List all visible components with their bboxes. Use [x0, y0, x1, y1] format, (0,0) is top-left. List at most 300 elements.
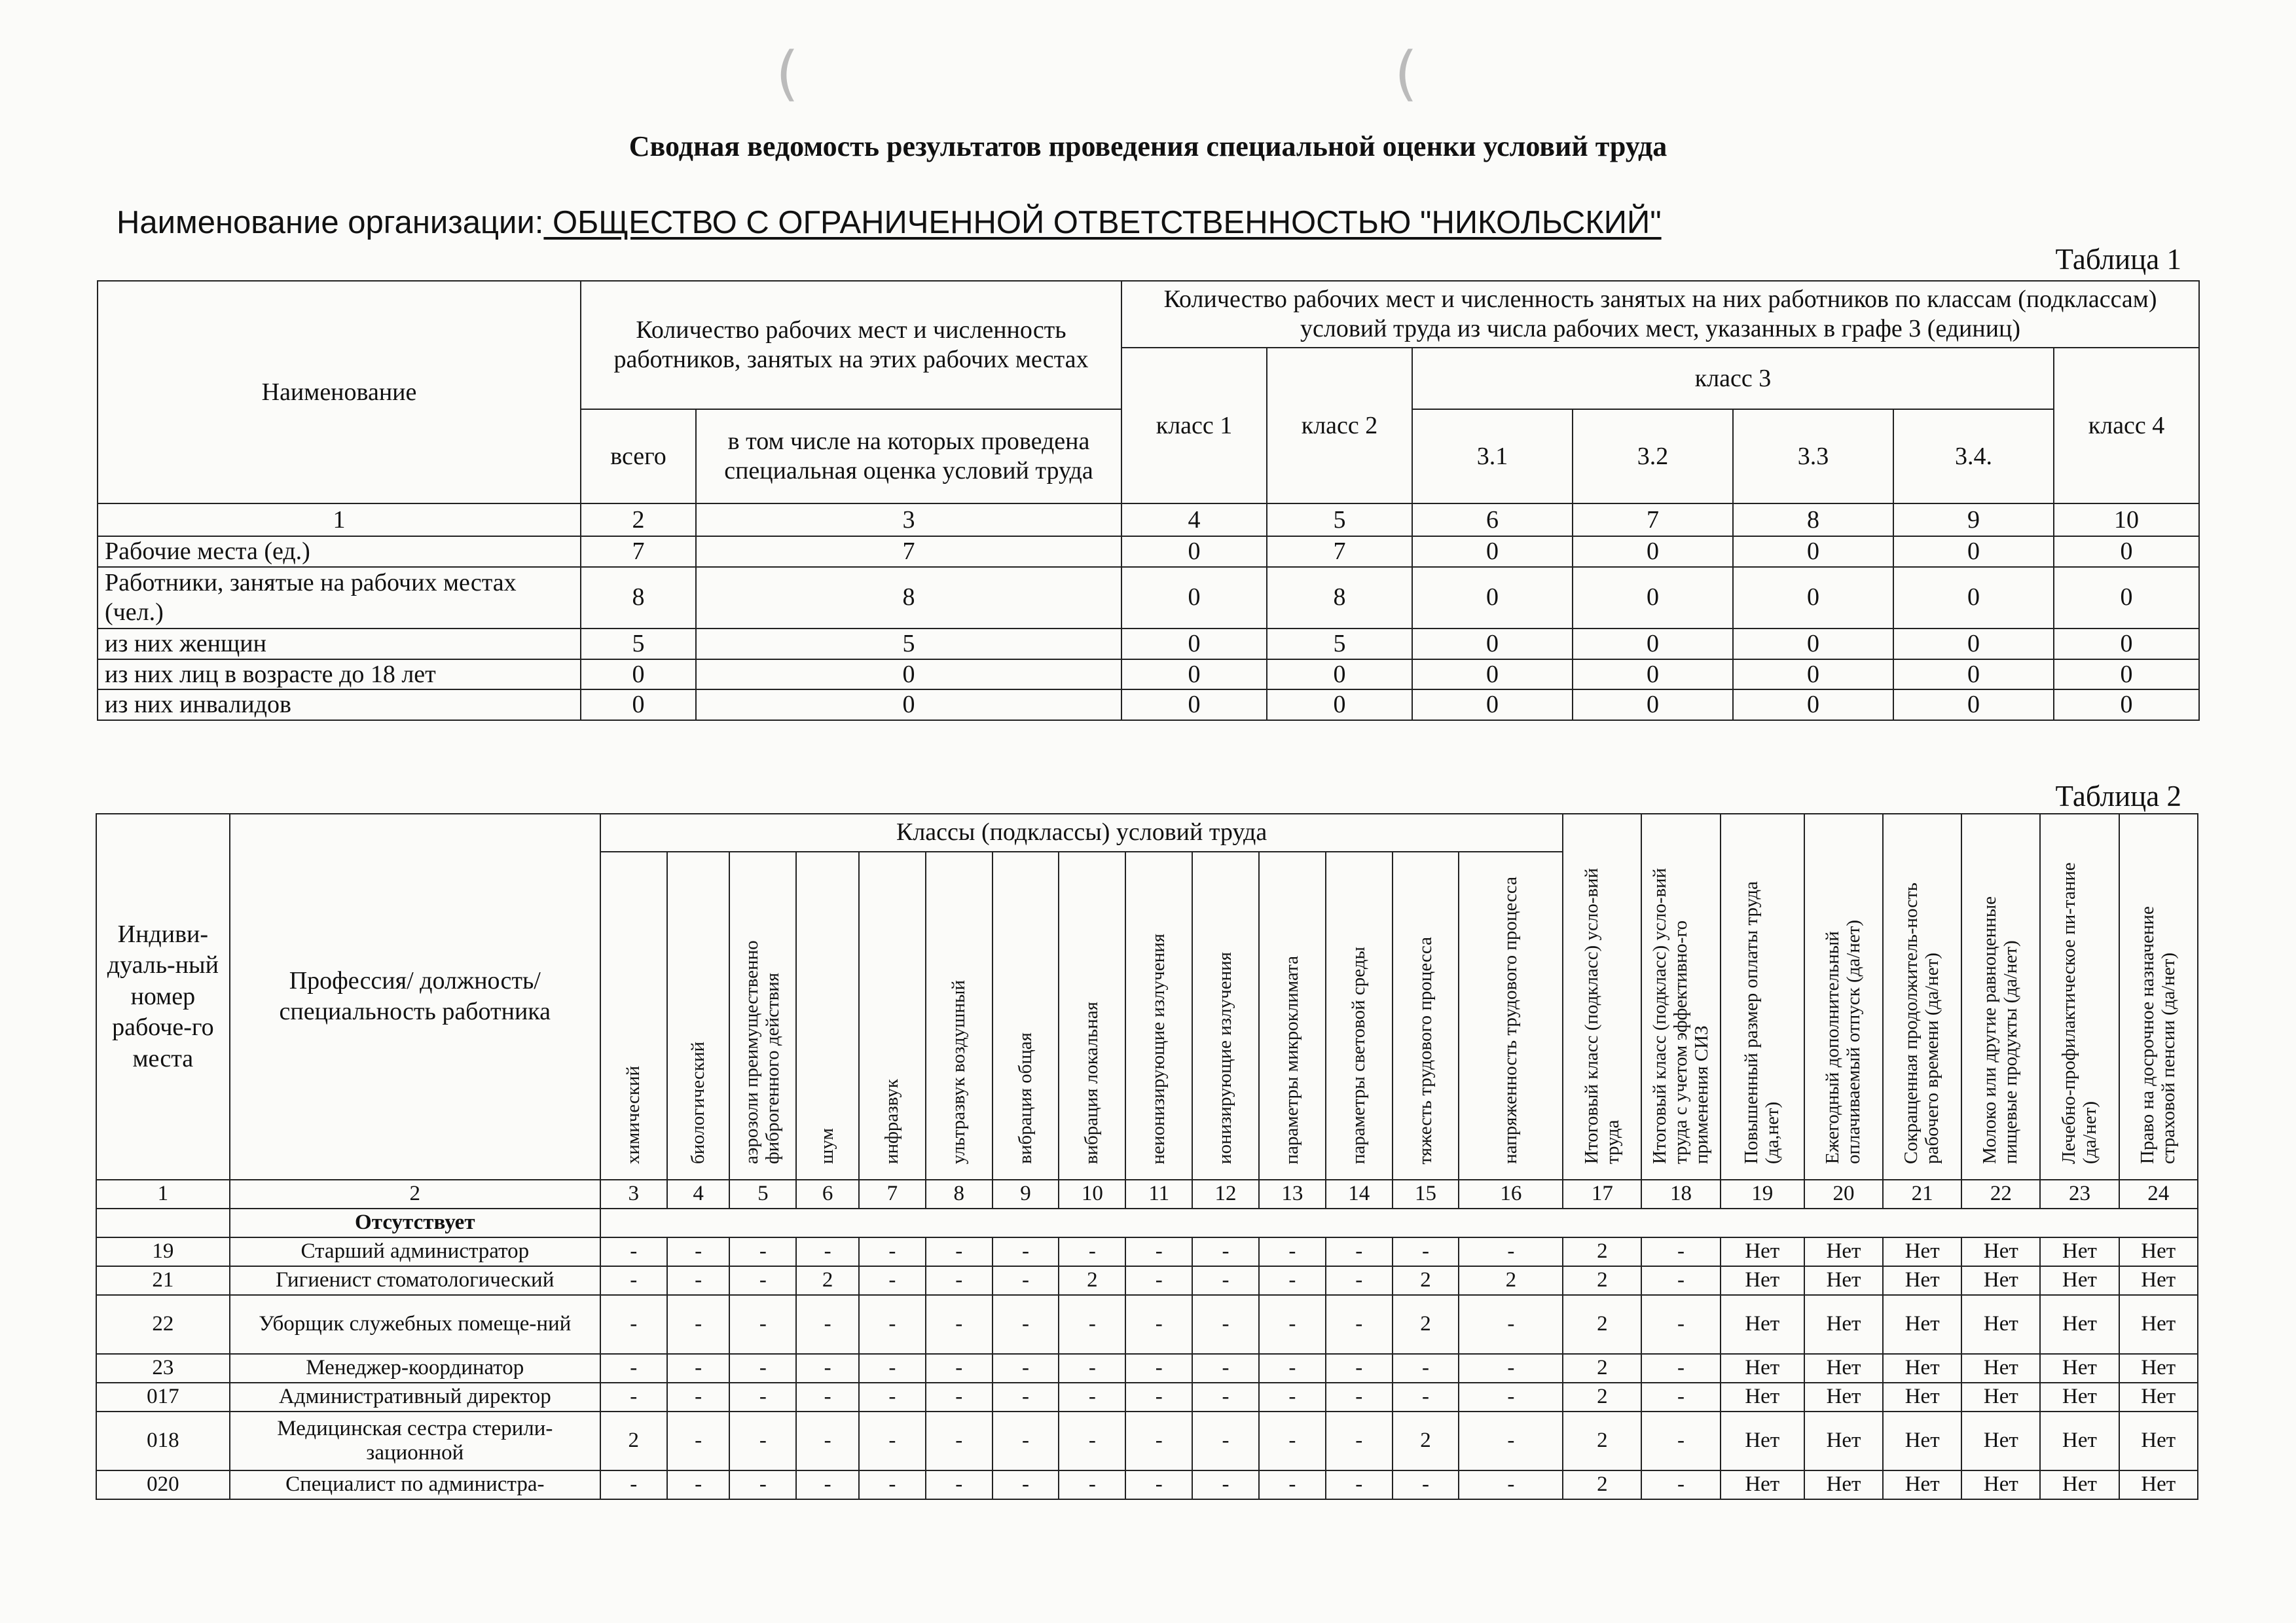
- t1-cell: 5: [696, 629, 1121, 659]
- t2-header-id: Индиви-дуаль-ный номер рабоче-го места: [96, 814, 230, 1180]
- t2-cell: -: [1259, 1383, 1326, 1412]
- t2-cell: -: [600, 1383, 667, 1412]
- t2-cell: -: [859, 1470, 926, 1499]
- t2-cell: -: [1326, 1237, 1393, 1266]
- t1-header-class3: класс 3: [1412, 348, 2054, 409]
- t1-row: [98, 689, 2199, 720]
- t2-cell: 2: [1563, 1266, 1641, 1295]
- t2-cell: -: [1641, 1295, 1720, 1354]
- t2-header-extra: Право на досрочное назначение страховой пенсии (да/нет): [2119, 814, 2198, 1180]
- t1-cell: 0: [1893, 567, 2054, 629]
- t2-cell: -: [1641, 1470, 1720, 1499]
- t2-cell: 2: [1563, 1295, 1641, 1354]
- t2-cell: Нет: [1804, 1266, 1883, 1295]
- t2-cell: -: [600, 1470, 667, 1499]
- t2-cell: -: [667, 1266, 730, 1295]
- t1-cell: 0: [2054, 659, 2199, 690]
- t2-header-factor: параметры микроклимата: [1259, 852, 1326, 1180]
- t2-profession: Специалист по администра-: [230, 1470, 600, 1499]
- t1-row: [98, 536, 2199, 567]
- t2-cell: -: [796, 1237, 859, 1266]
- col-number: 11: [1125, 1180, 1192, 1209]
- col-number: 16: [1459, 1180, 1563, 1209]
- t2-cell: -: [796, 1383, 859, 1412]
- table1-caption: Таблица 1: [2055, 243, 2181, 276]
- t2-cell: -: [600, 1354, 667, 1383]
- t2-cell: Нет: [1961, 1412, 2040, 1470]
- t2-cell: Нет: [2040, 1237, 2119, 1266]
- t2-cell: -: [926, 1470, 993, 1499]
- t1-header-group-a: Количество рабочих мест и численность работников, занятых на этих рабочих местах: [581, 281, 1121, 409]
- t1-cell: 0: [1573, 659, 1733, 690]
- t2-cell: -: [926, 1266, 993, 1295]
- t2-empty-cell: [96, 1209, 230, 1237]
- t2-cell: -: [1641, 1354, 1720, 1383]
- t2-cell: -: [1125, 1470, 1192, 1499]
- col-number: 10: [1059, 1180, 1125, 1209]
- t2-cell: Нет: [1804, 1412, 1883, 1470]
- col-number: 22: [1961, 1180, 2040, 1209]
- t1-cell: 0: [1121, 689, 1267, 720]
- t1-row-label: Рабочие места (ед.): [98, 536, 581, 567]
- t2-cell: -: [1125, 1295, 1192, 1354]
- t2-cell: -: [859, 1266, 926, 1295]
- t2-cell: Нет: [2119, 1237, 2198, 1266]
- t2-cell: -: [796, 1354, 859, 1383]
- t2-cell: Нет: [2119, 1470, 2198, 1499]
- t2-row: [96, 1470, 2198, 1499]
- t2-cell: -: [1125, 1266, 1192, 1295]
- col-number: 3: [600, 1180, 667, 1209]
- t2-cell: 2: [1059, 1266, 1125, 1295]
- t2-cell: -: [1326, 1470, 1393, 1499]
- t2-cell: Нет: [1804, 1470, 1883, 1499]
- organization-label: Наименование организации:: [117, 205, 544, 240]
- col-number: 3: [696, 503, 1121, 536]
- t2-column-numbers: [96, 1180, 2198, 1209]
- t2-header-factor: напряженность трудового процесса: [1459, 852, 1563, 1180]
- t2-cell: -: [1059, 1383, 1125, 1412]
- t2-cell: 2: [1563, 1237, 1641, 1266]
- col-number: 10: [2054, 503, 2199, 536]
- t2-cell: -: [729, 1383, 796, 1412]
- t2-cell: Нет: [2119, 1266, 2198, 1295]
- t2-cell: -: [1192, 1470, 1259, 1499]
- t1-cell: 0: [2054, 536, 2199, 567]
- t2-header-extra: Ежегодный дополнительный оплачиваемый отпуск (да/нет): [1804, 814, 1883, 1180]
- t2-row: [96, 1383, 2198, 1412]
- t1-cell: 0: [1893, 536, 2054, 567]
- t1-cell: 0: [1573, 536, 1733, 567]
- t1-cell: 7: [1267, 536, 1412, 567]
- t1-cell: 0: [2054, 567, 2199, 629]
- t1-cell: 0: [1412, 659, 1573, 690]
- t1-cell: 0: [1733, 689, 1893, 720]
- col-number: 1: [96, 1180, 230, 1209]
- t2-cell: Нет: [2119, 1295, 2198, 1354]
- t2-cell: -: [1059, 1412, 1125, 1470]
- t2-cell: Нет: [1721, 1237, 1804, 1266]
- t1-cell: 0: [2054, 629, 2199, 659]
- t1-cell: 0: [1412, 689, 1573, 720]
- t2-cell: -: [796, 1412, 859, 1470]
- t2-cell: -: [729, 1354, 796, 1383]
- t1-cell: 0: [1412, 629, 1573, 659]
- t2-cell: -: [1259, 1470, 1326, 1499]
- t1-cell: 0: [1573, 629, 1733, 659]
- t2-row: [96, 1354, 2198, 1383]
- t1-cell: 7: [581, 536, 696, 567]
- t2-header-factor: тяжесть трудового процесса: [1393, 852, 1459, 1180]
- t2-cell: -: [859, 1237, 926, 1266]
- t2-header-factor: ионизирующие излучения: [1192, 852, 1259, 1180]
- page-title: Сводная ведомость результатов проведения специальной оценки условий труда: [629, 130, 1667, 162]
- t2-workplace-id: 020: [96, 1470, 230, 1499]
- t2-cell: -: [1459, 1237, 1563, 1266]
- t2-cell: Нет: [1961, 1354, 2040, 1383]
- t2-cell: -: [926, 1354, 993, 1383]
- t2-cell: -: [1459, 1383, 1563, 1412]
- t2-cell: -: [926, 1237, 993, 1266]
- t2-row: [96, 1266, 2198, 1295]
- t2-header-factor: параметры световой среды: [1326, 852, 1393, 1180]
- t2-cell: -: [1059, 1295, 1125, 1354]
- col-number: 5: [729, 1180, 796, 1209]
- t2-cell: Нет: [1883, 1237, 1961, 1266]
- t2-cell: -: [1259, 1237, 1326, 1266]
- t2-cell: -: [1393, 1237, 1459, 1266]
- col-number: 7: [859, 1180, 926, 1209]
- col-number: 2: [230, 1180, 600, 1209]
- t2-cell: Нет: [1961, 1295, 2040, 1354]
- t1-header-assessed: в том числе на которых проведена специальная оценка условий труда: [696, 409, 1121, 503]
- t1-header-total: всего: [581, 409, 696, 503]
- t2-cell: Нет: [1883, 1295, 1961, 1354]
- col-number: 8: [926, 1180, 993, 1209]
- t1-header-name: Наименование: [98, 281, 581, 503]
- t2-profession: Административный директор: [230, 1383, 600, 1412]
- t2-cell: Нет: [1883, 1266, 1961, 1295]
- t1-cell: 0: [1121, 567, 1267, 629]
- t2-cell: 2: [1393, 1412, 1459, 1470]
- t2-cell: -: [1259, 1266, 1326, 1295]
- t2-workplace-id: 018: [96, 1412, 230, 1470]
- t2-cell: -: [1326, 1383, 1393, 1412]
- col-number: 13: [1259, 1180, 1326, 1209]
- t2-cell: Нет: [1961, 1266, 2040, 1295]
- t2-cell: -: [1259, 1295, 1326, 1354]
- col-number: 21: [1883, 1180, 1961, 1209]
- t2-cell: 2: [1563, 1354, 1641, 1383]
- t2-cell: -: [993, 1470, 1059, 1499]
- t2-workplace-id: 19: [96, 1237, 230, 1266]
- t1-cell: 0: [1121, 629, 1267, 659]
- t2-cell: -: [926, 1383, 993, 1412]
- t2-cell: -: [1641, 1266, 1720, 1295]
- t2-cell: -: [796, 1295, 859, 1354]
- t1-cell: 0: [1733, 659, 1893, 690]
- t2-cell: -: [859, 1295, 926, 1354]
- t2-cell: -: [1259, 1412, 1326, 1470]
- t2-header-extra: Сокращенная продолжитель-ность рабочего времени (да/нет): [1883, 814, 1961, 1180]
- col-number: 9: [1893, 503, 2054, 536]
- t2-cell: -: [926, 1295, 993, 1354]
- col-number: 20: [1804, 1180, 1883, 1209]
- t2-header-factor: неионизирующие излучения: [1125, 852, 1192, 1180]
- t1-cell: 0: [696, 659, 1121, 690]
- t2-cell: -: [667, 1412, 730, 1470]
- t2-cell: -: [993, 1266, 1059, 1295]
- t2-cell: -: [1459, 1470, 1563, 1499]
- t2-cell: -: [1641, 1383, 1720, 1412]
- t2-header-factor: ультразвук воздушный: [926, 852, 993, 1180]
- t2-cell: -: [1641, 1237, 1720, 1266]
- t2-cell: -: [600, 1295, 667, 1354]
- t2-cell: Нет: [1721, 1383, 1804, 1412]
- t2-cell: Нет: [2040, 1266, 2119, 1295]
- t1-header-sub33: 3.3: [1733, 409, 1893, 503]
- t2-cell: -: [859, 1412, 926, 1470]
- t2-cell: Нет: [2040, 1383, 2119, 1412]
- t2-cell: -: [1326, 1295, 1393, 1354]
- col-number: 7: [1573, 503, 1733, 536]
- t2-cell: Нет: [1961, 1237, 2040, 1266]
- t1-row-label: Работники, занятые на рабочих местах (чел.): [98, 567, 581, 629]
- t2-cell: 2: [1563, 1383, 1641, 1412]
- t1-cell: 0: [1733, 536, 1893, 567]
- t1-header-sub31: 3.1: [1412, 409, 1573, 503]
- t2-cell: Нет: [1804, 1354, 1883, 1383]
- t2-cell: -: [1125, 1412, 1192, 1470]
- t2-header-extra: Повышенный размер оплаты труда (да,нет): [1721, 814, 1804, 1180]
- t2-cell: Нет: [1883, 1383, 1961, 1412]
- t2-cell: -: [667, 1470, 730, 1499]
- t2-header-extra: Молоко или другие равноценные пищевые продукты (да/нет): [1961, 814, 2040, 1180]
- t2-cell: -: [729, 1266, 796, 1295]
- t2-profession: Менеджер-координатор: [230, 1354, 600, 1383]
- t2-header-factor: химический: [600, 852, 667, 1180]
- col-number: 24: [2119, 1180, 2198, 1209]
- col-number: 15: [1393, 1180, 1459, 1209]
- col-number: 1: [98, 503, 581, 536]
- t2-header-profession: Профессия/ должность/ специальность работника: [230, 814, 600, 1180]
- t1-cell: 8: [1267, 567, 1412, 629]
- t1-cell: 8: [696, 567, 1121, 629]
- t2-cell: 2: [1393, 1266, 1459, 1295]
- t2-cell: Нет: [2119, 1354, 2198, 1383]
- organization-name: ОБЩЕСТВО С ОГРАНИЧЕННОЙ ОТВЕТСТВЕННОСТЬЮ "НИКОЛЬСКИЙ": [543, 205, 1662, 240]
- t2-header-factor: вибрация локальная: [1059, 852, 1125, 1180]
- t2-cell: Нет: [1804, 1295, 1883, 1354]
- t2-header-factor: аэрозоли преимущественно фиброгенного действия: [729, 852, 796, 1180]
- col-number: 4: [667, 1180, 730, 1209]
- t2-cell: -: [859, 1354, 926, 1383]
- t2-cell: -: [859, 1383, 926, 1412]
- t2-cell: -: [1326, 1266, 1393, 1295]
- t2-cell: Нет: [2119, 1412, 2198, 1470]
- t2-cell: Нет: [2040, 1354, 2119, 1383]
- t2-cell: -: [1393, 1383, 1459, 1412]
- t2-empty-cell: [600, 1209, 2198, 1237]
- t1-cell: 0: [2054, 689, 2199, 720]
- t1-cell: 0: [1893, 629, 2054, 659]
- t1-cell: 7: [696, 536, 1121, 567]
- col-number: 2: [581, 503, 696, 536]
- workplaces-table: [96, 813, 2198, 1500]
- t2-cell: -: [1059, 1470, 1125, 1499]
- t2-cell: -: [993, 1295, 1059, 1354]
- t2-cell: -: [993, 1237, 1059, 1266]
- t1-row: [98, 567, 2199, 629]
- t2-cell: Нет: [1804, 1383, 1883, 1412]
- t2-cell: Нет: [1721, 1354, 1804, 1383]
- t2-header-factor: вибрация общая: [993, 852, 1059, 1180]
- t2-cell: -: [1059, 1354, 1125, 1383]
- t1-cell: 0: [1573, 567, 1733, 629]
- t2-cell: -: [1326, 1412, 1393, 1470]
- t2-profession: Медицинская сестра стерили-зационной: [230, 1412, 600, 1470]
- t1-cell: 0: [1267, 689, 1412, 720]
- t2-cell: -: [993, 1383, 1059, 1412]
- t2-cell: -: [667, 1295, 730, 1354]
- t2-cell: 2: [1393, 1295, 1459, 1354]
- col-number: 12: [1192, 1180, 1259, 1209]
- table2-caption: Таблица 2: [2055, 780, 2181, 812]
- t1-row-label: из них женщин: [98, 629, 581, 659]
- t2-row: [96, 1295, 2198, 1354]
- t1-cell: 0: [1573, 689, 1733, 720]
- t1-header-group-b: Количество рабочих мест и численность занятых на них работников по классам (подклассам) условий труда из числа рабочих мест, указанных в графе 3 (единиц): [1121, 281, 2199, 348]
- t2-cell: Нет: [1721, 1295, 1804, 1354]
- t1-cell: 0: [1893, 689, 2054, 720]
- t2-cell: -: [1459, 1412, 1563, 1470]
- t2-profession: Уборщик служебных помеще-ний: [230, 1295, 600, 1354]
- t2-cell: -: [729, 1470, 796, 1499]
- t2-cell: Нет: [2040, 1470, 2119, 1499]
- t1-cell: 0: [696, 689, 1121, 720]
- t2-header-final-class-siz: Итоговый класс (подкласс) усло-вий труда с учетом эффективно-го применения СИЗ: [1641, 814, 1720, 1180]
- t2-cell: -: [1192, 1354, 1259, 1383]
- t2-cell: -: [1125, 1354, 1192, 1383]
- t1-row-label: из них инвалидов: [98, 689, 581, 720]
- t2-cell: -: [1192, 1295, 1259, 1354]
- punch-hole-mark: (: [776, 39, 799, 108]
- t2-cell: -: [993, 1354, 1059, 1383]
- t2-workplace-id: 21: [96, 1266, 230, 1295]
- t2-header-final-class: Итоговый класс (подкласс) усло-вий труда: [1563, 814, 1641, 1180]
- t1-cell: 0: [1733, 567, 1893, 629]
- t2-cell: -: [1125, 1383, 1192, 1412]
- t1-cell: 0: [581, 659, 696, 690]
- t1-column-numbers: [98, 503, 2199, 536]
- col-number: 6: [796, 1180, 859, 1209]
- t2-absent-label: Отсутствует: [230, 1209, 600, 1237]
- t2-header-extra: Лечебно-профилактическое пи-тание (да/нет): [2040, 814, 2119, 1180]
- t2-cell: -: [1393, 1354, 1459, 1383]
- t2-cell: -: [600, 1237, 667, 1266]
- col-number: 17: [1563, 1180, 1641, 1209]
- t1-cell: 0: [1412, 567, 1573, 629]
- t2-header-factor: биологический: [667, 852, 730, 1180]
- t2-cell: -: [1326, 1354, 1393, 1383]
- col-number: 18: [1641, 1180, 1720, 1209]
- col-number: 6: [1412, 503, 1573, 536]
- t2-cell: Нет: [1721, 1412, 1804, 1470]
- t2-cell: -: [1125, 1237, 1192, 1266]
- t1-cell: 0: [1412, 536, 1573, 567]
- t2-profession: Гигиенист стоматологический: [230, 1266, 600, 1295]
- t1-header-sub34: 3.4.: [1893, 409, 2054, 503]
- t1-row: [98, 659, 2199, 690]
- col-number: 9: [993, 1180, 1059, 1209]
- t1-cell: 5: [581, 629, 696, 659]
- t2-row: [96, 1237, 2198, 1266]
- t2-cell: -: [1192, 1383, 1259, 1412]
- t1-header-class1: класс 1: [1121, 348, 1267, 503]
- t1-cell: 0: [1267, 659, 1412, 690]
- t2-cell: Нет: [1804, 1237, 1883, 1266]
- col-number: 5: [1267, 503, 1412, 536]
- t2-cell: -: [729, 1412, 796, 1470]
- t1-header-class2: класс 2: [1267, 348, 1412, 503]
- t2-cell: -: [1641, 1412, 1720, 1470]
- t2-cell: -: [993, 1412, 1059, 1470]
- t2-cell: 2: [796, 1266, 859, 1295]
- t2-cell: -: [1192, 1237, 1259, 1266]
- col-number: 23: [2040, 1180, 2119, 1209]
- t1-cell: 0: [1733, 629, 1893, 659]
- t2-cell: -: [600, 1266, 667, 1295]
- t1-header-sub32: 3.2: [1573, 409, 1733, 503]
- t2-cell: -: [1459, 1354, 1563, 1383]
- t1-cell: 8: [581, 567, 696, 629]
- t2-row: [96, 1412, 2198, 1470]
- col-number: 19: [1721, 1180, 1804, 1209]
- t2-profession: Старший администратор: [230, 1237, 600, 1266]
- t2-cell: -: [729, 1237, 796, 1266]
- t2-cell: -: [796, 1470, 859, 1499]
- col-number: 14: [1326, 1180, 1393, 1209]
- t2-cell: -: [667, 1383, 730, 1412]
- t2-cell: Нет: [1883, 1354, 1961, 1383]
- t1-header-class4: класс 4: [2054, 348, 2199, 503]
- t1-cell: 0: [1121, 536, 1267, 567]
- t2-cell: Нет: [1961, 1383, 2040, 1412]
- t2-cell: -: [667, 1237, 730, 1266]
- t2-cell: -: [1192, 1266, 1259, 1295]
- summary-table: [97, 280, 2200, 721]
- t2-cell: -: [1059, 1237, 1125, 1266]
- t2-cell: Нет: [1721, 1266, 1804, 1295]
- t2-cell: Нет: [2040, 1412, 2119, 1470]
- punch-hole-mark: (: [1394, 39, 1418, 108]
- t2-cell: -: [1192, 1412, 1259, 1470]
- t1-row: [98, 629, 2199, 659]
- t2-cell: -: [729, 1295, 796, 1354]
- t2-cell: 2: [1459, 1266, 1563, 1295]
- t2-cell: 2: [1563, 1412, 1641, 1470]
- t2-workplace-id: 22: [96, 1295, 230, 1354]
- t1-row-label: из них лиц в возрасте до 18 лет: [98, 659, 581, 690]
- t1-cell: 5: [1267, 629, 1412, 659]
- t1-cell: 0: [1121, 659, 1267, 690]
- t2-cell: Нет: [1883, 1412, 1961, 1470]
- t2-cell: Нет: [2040, 1295, 2119, 1354]
- col-number: 4: [1121, 503, 1267, 536]
- t1-cell: 0: [581, 689, 696, 720]
- col-number: 8: [1733, 503, 1893, 536]
- organization-line: [117, 204, 1662, 241]
